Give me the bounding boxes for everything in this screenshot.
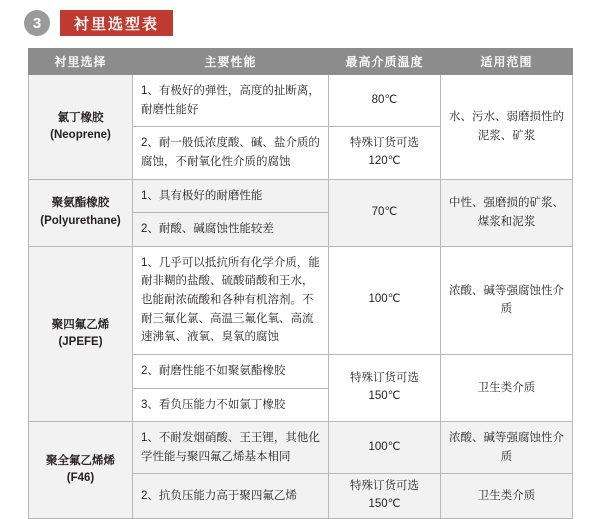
application-scope-cell: 水、污水、弱磨损性的泥浆、矿浆 bbox=[441, 75, 573, 180]
application-scope-cell: 浓酸、碱等强腐蚀性介质 bbox=[441, 246, 573, 354]
performance-cell: 2、抗负压能力高于聚四氟乙烯 bbox=[133, 474, 329, 519]
performance-cell: 2、耐酸、碱腐蚀性能较差 bbox=[133, 213, 329, 247]
performance-cell: 3、看负压能力不如氯丁橡胶 bbox=[133, 388, 329, 422]
max-temperature-cell: 特殊订货可选 150℃ bbox=[329, 474, 441, 519]
table-row bbox=[29, 75, 573, 127]
max-temperature-cell: 特殊订货可选 150℃ bbox=[329, 354, 441, 421]
lining-selection-table bbox=[28, 48, 573, 519]
table-body bbox=[29, 75, 573, 519]
performance-cell: 2、耐一般低浓度酸、碱、盐介质的腐蚀，不耐氧化性介质的腐蚀 bbox=[133, 127, 329, 179]
table-header-row bbox=[29, 49, 573, 75]
application-scope-cell: 浓酸、碱等强腐蚀性介质 bbox=[441, 422, 573, 474]
section-number-badge: 3 bbox=[24, 10, 50, 36]
application-scope-cell: 卫生类介质 bbox=[441, 474, 573, 519]
lining-name-cell: 聚四氟乙烯 (JPEFE) bbox=[29, 246, 133, 421]
lining-name-cell: 氯丁橡胶 (Neoprene) bbox=[29, 75, 133, 180]
page-title: 衬里选型表 bbox=[60, 10, 173, 36]
application-scope-cell: 中性、强磨损的矿浆、煤浆和泥浆 bbox=[441, 179, 573, 246]
performance-cell: 1、有极好的弹性，高度的扯断离，耐磨性能好 bbox=[133, 75, 329, 127]
max-temperature-cell: 80℃ bbox=[329, 75, 441, 127]
column-header-performance: 主要性能 bbox=[133, 49, 329, 75]
table-row bbox=[29, 179, 573, 213]
max-temperature-cell: 100℃ bbox=[329, 246, 441, 354]
lining-name-cell: 聚全氟乙烯烯 (F46) bbox=[29, 422, 133, 519]
column-header-application-scope: 适用范围 bbox=[441, 49, 573, 75]
table-row bbox=[29, 246, 573, 354]
performance-cell: 1、具有极好的耐磨性能 bbox=[133, 179, 329, 213]
table-row bbox=[29, 422, 573, 474]
performance-cell: 1、几乎可以抵抗所有化学介质，能耐非糊的盐酸、硫酸硝酸和王水，也能耐浓硫酸和各种有机溶剂。不耐三氟化氯、高温三氟化氧、高流速沸氧、液氧、臭氧的腐蚀 bbox=[133, 246, 329, 354]
column-header-lining: 衬里选择 bbox=[29, 49, 133, 75]
performance-cell: 1、不耐发烟硝酸、王王锂，其他化学性能与聚四氟乙烯基本相同 bbox=[133, 422, 329, 474]
max-temperature-cell: 70℃ bbox=[329, 179, 441, 246]
lining-selection-table-wrapper bbox=[28, 48, 572, 519]
max-temperature-cell: 特殊订货可选 120℃ bbox=[329, 127, 441, 179]
column-header-max-temperature: 最高介质温度 bbox=[329, 49, 441, 75]
section-header bbox=[24, 8, 173, 38]
max-temperature-cell: 100℃ bbox=[329, 422, 441, 474]
application-scope-cell: 卫生类介质 bbox=[441, 354, 573, 421]
lining-name-cell: 聚氨酯橡胶 (Polyurethane) bbox=[29, 179, 133, 246]
performance-cell: 2、耐磨性能不如聚氨酯橡胶 bbox=[133, 354, 329, 388]
